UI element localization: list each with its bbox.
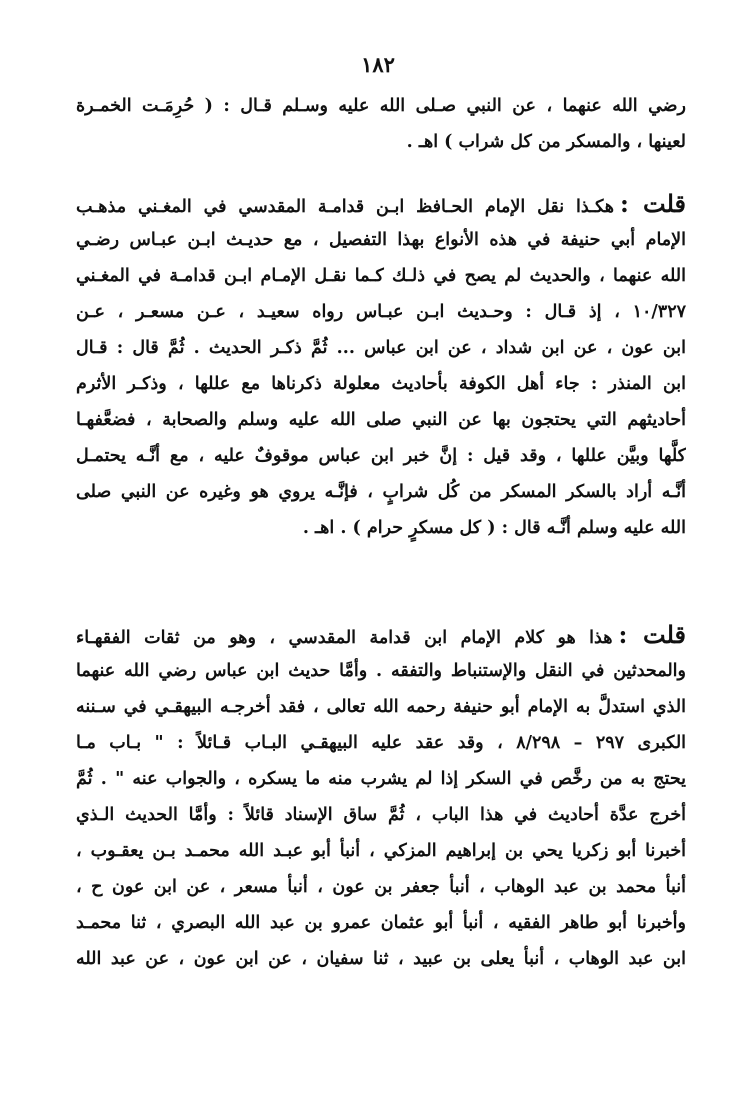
text-line: الله عليه وسلم أنَّـه قال : ( كل مسكرٍ حرام ) . اهـ . <box>302 518 686 538</box>
text-line: وأخبرنا أبو طاهر الفقيه ، أنبأ أبو عثمان عمرو بن عبد الله البصري ، ثنا محمـد <box>76 913 686 933</box>
text-line-content: هكـذا نقل الإمام الحـافظ ابـن قدامـة المقدسي في المغـني مذهـب <box>76 197 615 217</box>
text-line: الذي استدلَّ به الإمام أبو حنيفة رحمه الله تعالى ، فقد أخرجـه البيهقـي في سـننه <box>76 697 686 717</box>
text-line: أنَّـه أراد بالسكر المسكر من كُل شرابٍ ، فإنَّـه يروي هو وغيره عن النبي صلى <box>76 482 686 502</box>
text-line: أخرج عدَّة أحاديث في هذا الباب ، ثُمَّ ساق الإسناد قائلاً : وأمَّا الحديث الـذي <box>76 805 686 825</box>
text-line: ابن عون ، عن ابن شداد ، عن ابن عباس ... ثُمَّ ذكـر الحديث . ثُمَّ قال : قـال <box>76 338 686 358</box>
text-line <box>76 617 686 653</box>
text-line: والمحدثين في النقل والإستنباط والتفقه . وأمَّا حديث ابن عباس رضي الله عنهما <box>76 661 686 681</box>
text-line-content: هذا هو كلام الإمام ابن قدامة المقدسي ، وهو من ثقات الفقهـاء <box>76 628 613 648</box>
paragraph-hadith-end <box>76 88 686 160</box>
qult-label: قلت : <box>620 189 686 218</box>
text-line: الكبرى ٢٩٧ – ٨/٢٩٨ ، وقد عقد عليه البيهقـي البـاب قـائلاً : " بـاب مـا <box>76 733 686 753</box>
text-line: أنبأ محمد بن عبد الوهاب ، أنبأ جعفر بن عون ، أنبأ مسعر ، عن ابن عون ح ، <box>76 877 686 897</box>
text-line: ١٠/٣٢٧ ، إذ قـال : وحـديث ابـن عبـاس رواه سعيـد ، عـن مسعـر ، عـن <box>76 302 686 322</box>
text-line: أخبرنا أبو زكريا يحي بن إبراهيم المزكي ، أنبأ أبو عبـد الله محمـد بـن يعقـوب ، <box>76 841 686 861</box>
paragraph-bayhaqi <box>76 617 686 977</box>
paragraph-ibn-qudama <box>76 186 686 546</box>
text-line: رضي الله عنهما ، عن النبي صـلى الله عليه وسـلم قـال : ( حُرِمَـت الخمـرة <box>76 96 686 116</box>
page-number: ١٨٢ <box>361 52 395 77</box>
text-line: الإمام أبي حنيفة في هذه الأنواع بهذا التفصيل ، مع حديـث ابـن عبـاس رضـي <box>76 230 686 250</box>
text-line: الله عنهما ، والحديث لم يصح في ذلـك كـما نقـل الإمـام ابـن قدامـة في المغـني <box>76 266 686 286</box>
text-line: يحتج به من رخَّص في السكر إذا لم يشرب منه ما يسكره ، والجواب عنه " . ثُمَّ <box>76 769 686 789</box>
text-line: أحاديثهم التي يحتجون بها عن النبي صلى الله عليه وسلم والصحابة ، فضعَّفهـا <box>76 410 686 430</box>
qult-label: قلت : <box>618 620 686 649</box>
text-line: ابن عبد الوهاب ، أنبأ يعلى بن عبيد ، ثنا سفيان ، عن ابن عون ، عن عبد الله <box>76 949 686 969</box>
text-line: لعينها ، والمسكر من كل شراب ) اهـ . <box>406 132 686 152</box>
text-line: كلَّها وبيَّن عللها ، وقد قيل : إنَّ خبر ابن عباس موقوفٌ عليه ، مع أنَّـه يحتمـل <box>76 446 686 466</box>
text-line: ابن المنذر : جاء أهل الكوفة بأحاديث معلولة ذكرناها مع عللها ، وذكـر الأثرم <box>76 374 686 394</box>
text-line <box>76 186 686 222</box>
